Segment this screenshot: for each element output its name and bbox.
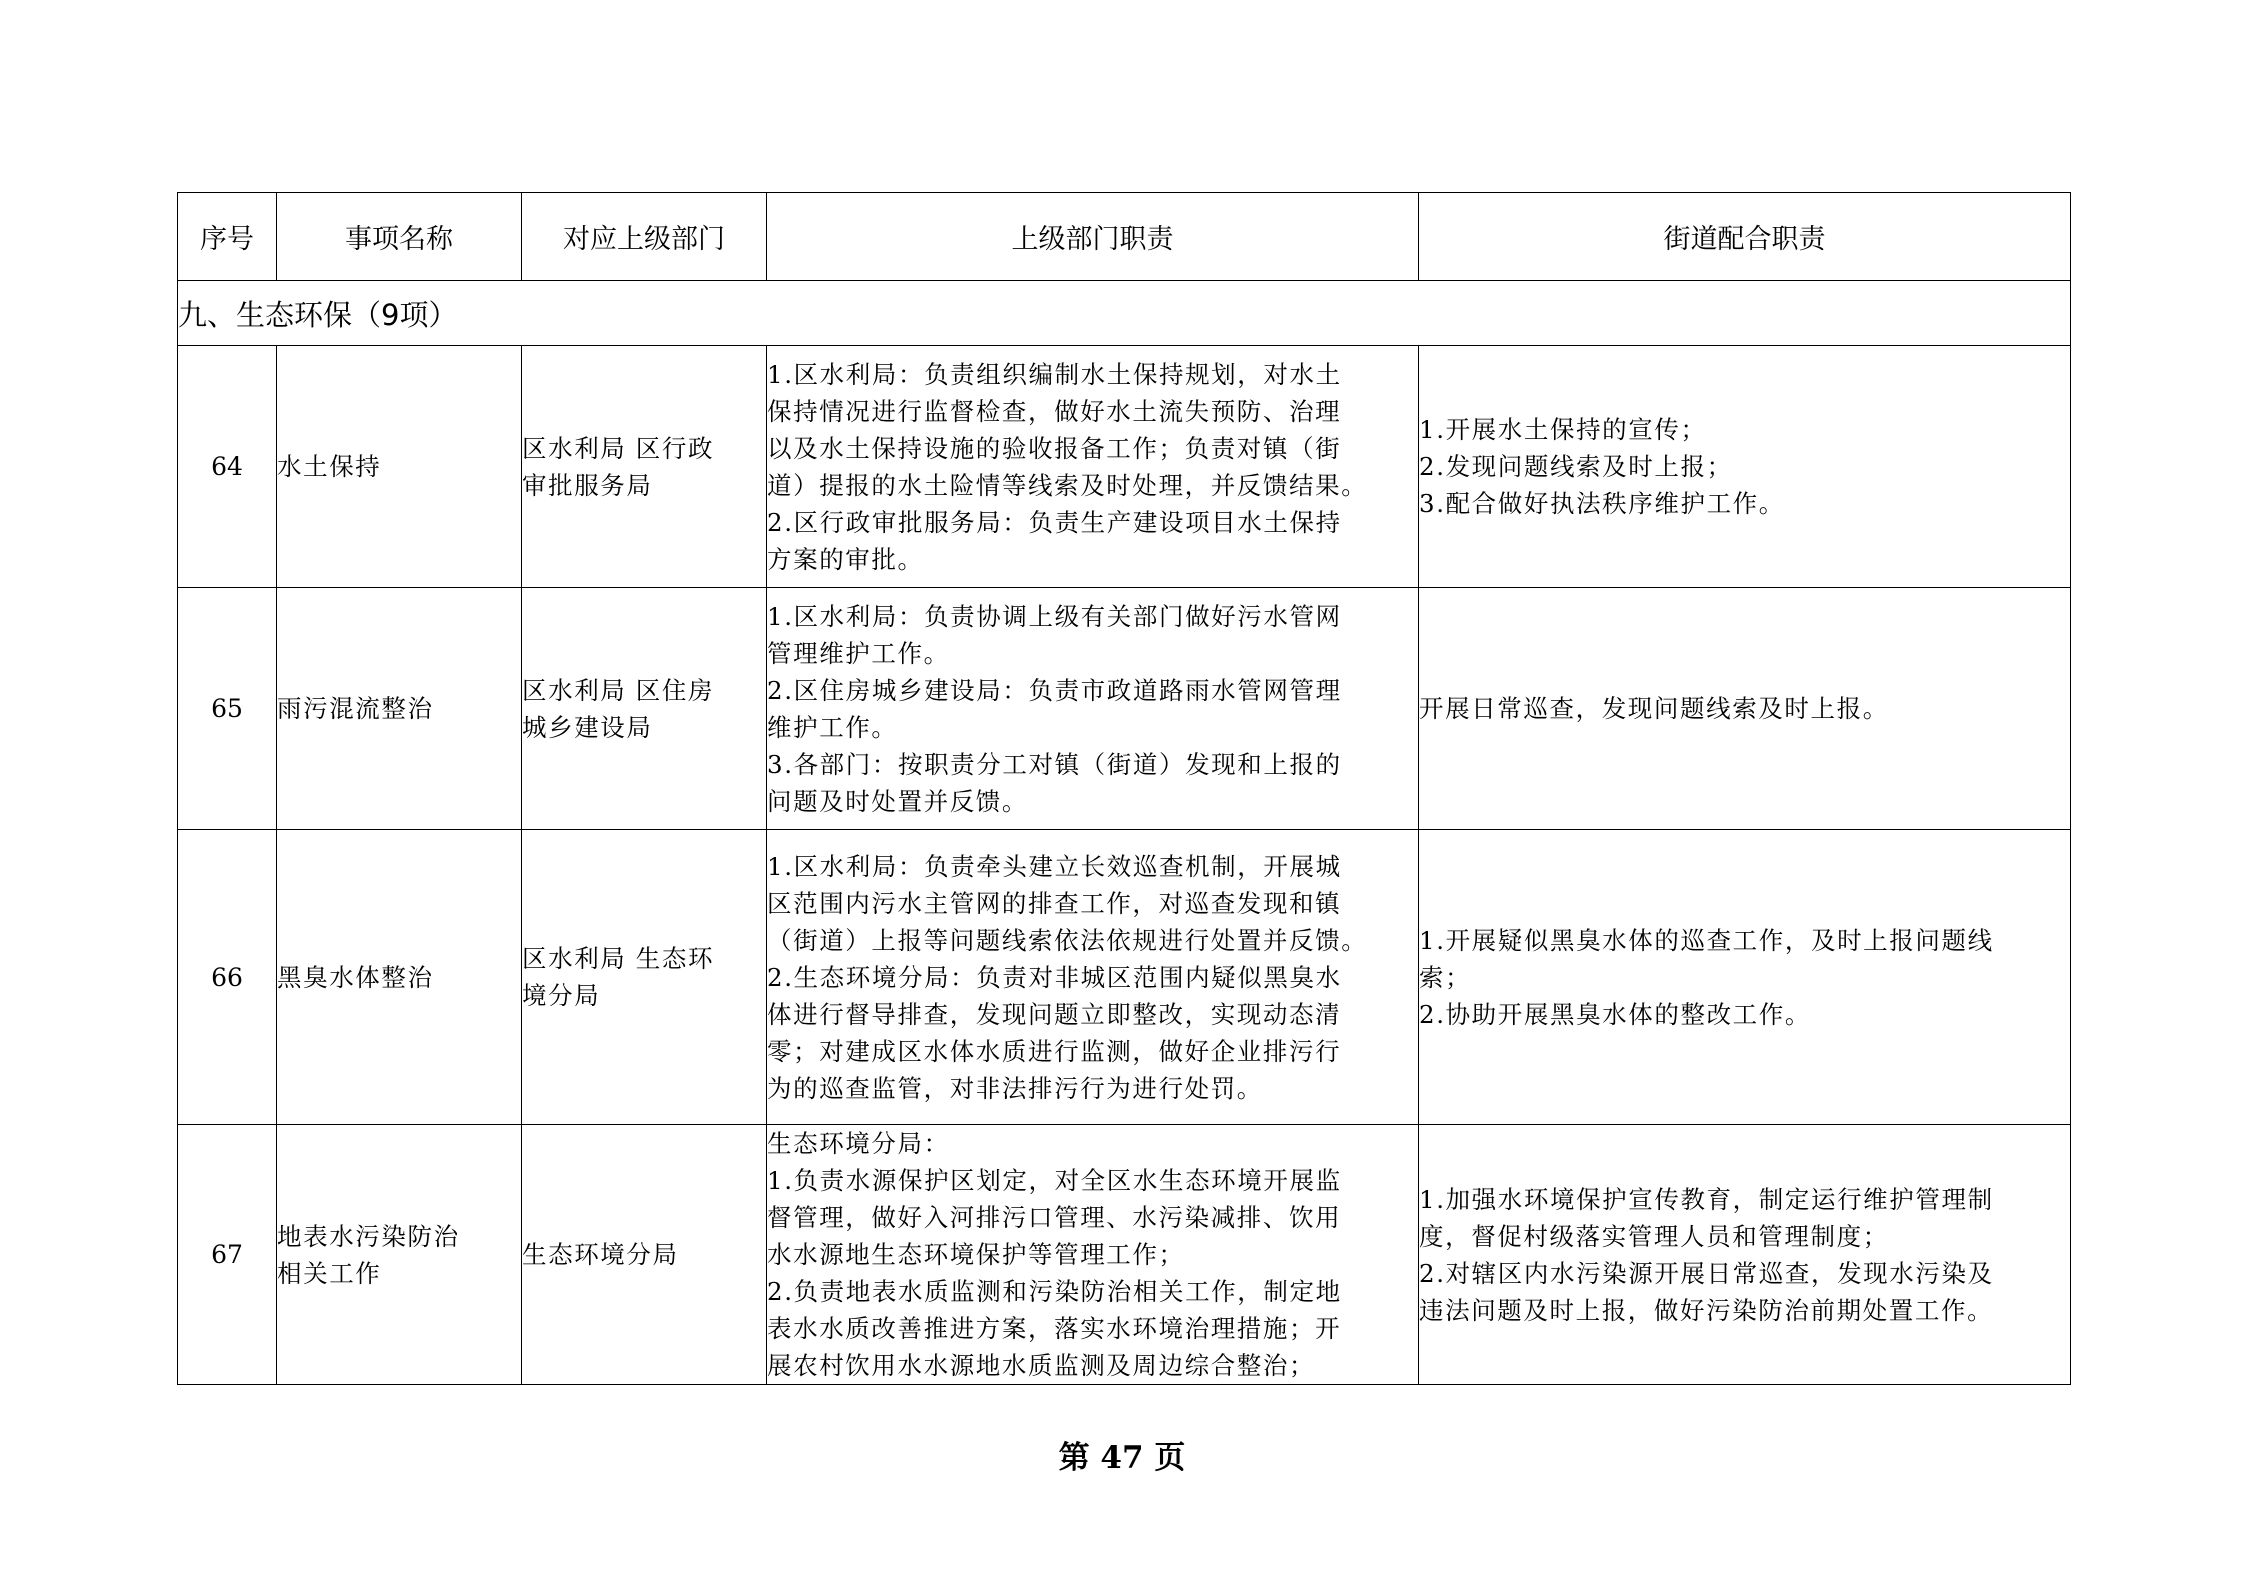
superior-duty	[767, 588, 1419, 830]
street-duty-line: 2.发现问题线索及时上报；	[1419, 452, 1733, 481]
superior-duty-line: 2.区住房城乡建设局：负责市政道路雨水管网管理	[767, 675, 1342, 705]
superior-dept-line: 审批服务局	[522, 470, 653, 500]
superior-duty-line: 1.区水利局：负责组织编制水土保持规划，对水土	[767, 359, 1342, 389]
superior-duty-line: 督管理，做好入河排污口管理、水污染减排、饮用	[767, 1203, 1342, 1232]
street-duty-line: 2.对辖区内水污染源开展日常巡查，发现水污染及	[1419, 1258, 1994, 1288]
responsibility-table	[177, 192, 2071, 1385]
table-row	[178, 588, 2071, 830]
superior-duty-line: 问题及时处置并反馈。	[767, 786, 1028, 816]
superior-duty-line: 1.负责水源保护区划定，对全区水生态环境开展监	[767, 1166, 1342, 1195]
superior-dept-line: 城乡建设局	[522, 712, 653, 742]
item-name-line: 相关工作	[277, 1258, 382, 1288]
street-duty-line: 开展日常巡查，发现问题线索及时上报。	[1419, 694, 1889, 723]
street-duty-line: 1.开展水土保持的宣传；	[1419, 415, 1707, 444]
item-name-line: 雨污混流整治	[277, 694, 434, 723]
superior-duty	[767, 346, 1419, 588]
superior-duty	[767, 830, 1419, 1125]
superior-dept-line: 生态环境分局	[522, 1240, 679, 1269]
superior-dept-line: 区水利局 区住房	[522, 675, 715, 705]
header-superior-dept: 对应上级部门	[522, 193, 767, 281]
superior-duty-line: 1.区水利局：负责牵头建立长效巡查机制，开展城	[767, 851, 1342, 881]
street-duty	[1419, 346, 2071, 588]
superior-duty-line: 生态环境分局：	[767, 1129, 950, 1158]
superior-duty-line: 以及水土保持设施的验收报备工作；负责对镇（街	[767, 433, 1342, 463]
header-item-name: 事项名称	[277, 193, 522, 281]
superior-duty-line: （街道）上报等问题线索依法依规进行处置并反馈。	[767, 925, 1368, 955]
superior-dept	[522, 830, 767, 1125]
street-duty	[1419, 1125, 2071, 1385]
superior-duty-line: 水水源地生态环境保护等管理工作；	[767, 1240, 1185, 1269]
superior-dept	[522, 1125, 767, 1385]
superior-duty-line: 保持情况进行监督检查，做好水土流失预防、治理	[767, 396, 1342, 426]
table-row	[178, 346, 2071, 588]
street-duty-line: 索；	[1419, 962, 1472, 992]
superior-duty-line: 3.各部门：按职责分工对镇（街道）发现和上报的	[767, 749, 1342, 779]
item-name-line: 黑臭水体整治	[277, 962, 434, 992]
superior-duty-line: 2.区行政审批服务局：负责生产建设项目水土保持	[767, 507, 1342, 537]
header-row	[178, 193, 2071, 281]
superior-duty-line: 零；对建成区水体水质进行监测，做好企业排污行	[767, 1036, 1342, 1066]
superior-duty-line: 表水水质改善推进方案，落实水环境治理措施；开	[767, 1314, 1342, 1343]
superior-duty-line: 体进行督导排查，发现问题立即整改，实现动态清	[767, 999, 1342, 1029]
header-superior-duty: 上级部门职责	[767, 193, 1419, 281]
superior-dept-line: 区水利局 区行政	[522, 433, 715, 463]
row-index: 66	[178, 830, 277, 1125]
row-index: 65	[178, 588, 277, 830]
table-row	[178, 1125, 2071, 1385]
superior-dept	[522, 346, 767, 588]
item-name-line: 地表水污染防治	[277, 1221, 460, 1251]
header-index: 序号	[178, 193, 277, 281]
section-title: 九、生态环保（9项）	[178, 281, 2071, 346]
superior-duty-line: 1.区水利局：负责协调上级有关部门做好污水管网	[767, 601, 1342, 631]
street-duty	[1419, 588, 2071, 830]
item-name	[277, 1125, 522, 1385]
table-row	[178, 830, 2071, 1125]
item-name	[277, 588, 522, 830]
item-name	[277, 830, 522, 1125]
superior-duty-line: 为的巡查监管，对非法排污行为进行处罚。	[767, 1073, 1263, 1103]
street-duty-line: 1.开展疑似黑臭水体的巡查工作，及时上报问题线	[1419, 925, 1994, 955]
superior-duty-line: 2.生态环境分局：负责对非城区范围内疑似黑臭水	[767, 962, 1342, 992]
row-index: 67	[178, 1125, 277, 1385]
street-duty	[1419, 830, 2071, 1125]
superior-duty-line: 方案的审批。	[767, 544, 924, 574]
superior-duty-line: 管理维护工作。	[767, 638, 950, 668]
superior-duty-line: 维护工作。	[767, 712, 898, 742]
superior-duty-line: 2.负责地表水质监测和污染防治相关工作，制定地	[767, 1277, 1342, 1306]
superior-dept-line: 区水利局 生态环	[522, 944, 715, 973]
superior-duty	[767, 1125, 1419, 1385]
street-duty-line: 1.加强水环境保护宣传教育，制定运行维护管理制	[1419, 1184, 1994, 1214]
item-name-line: 水土保持	[277, 452, 382, 481]
item-name	[277, 346, 522, 588]
header-street-duty: 街道配合职责	[1419, 193, 2071, 281]
section-row	[178, 281, 2071, 346]
street-duty-line: 度，督促村级落实管理人员和管理制度；	[1419, 1221, 1889, 1251]
street-duty-line: 违法问题及时上报，做好污染防治前期处置工作。	[1419, 1295, 1994, 1325]
superior-duty-line: 区范围内污水主管网的排查工作，对巡查发现和镇	[767, 888, 1342, 918]
street-duty-line: 2.协助开展黑臭水体的整改工作。	[1419, 999, 1811, 1029]
superior-dept-line: 境分局	[522, 981, 601, 1010]
street-duty-line: 3.配合做好执法秩序维护工作。	[1419, 489, 1785, 518]
superior-duty-line: 道）提报的水土险情等线索及时处理，并反馈结果。	[767, 470, 1368, 500]
superior-dept	[522, 588, 767, 830]
row-index: 64	[178, 346, 277, 588]
page-number: 第 47 页	[1058, 1440, 1186, 1476]
superior-duty-line: 展农村饮用水水源地水质监测及周边综合整治；	[767, 1351, 1316, 1380]
